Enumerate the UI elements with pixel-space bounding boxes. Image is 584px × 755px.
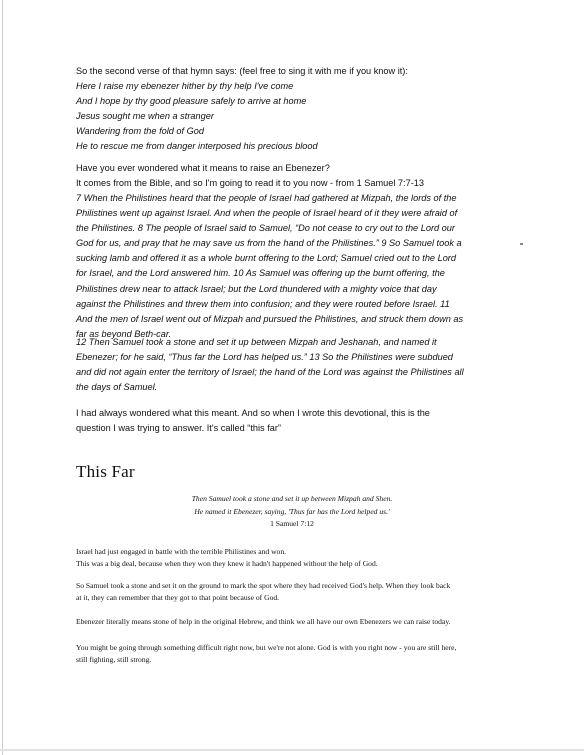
paragraph-line: at it, they can remember that they got to that point because of God. [76,593,280,603]
intro-text: So the second verse of that hymn says: (feel free to sing it with me if you know it): [76,66,408,76]
closing-line: I had always wondered what this meant. And so when I wrote this devotional, this is the [76,408,430,418]
question-paragraph [76,161,424,191]
hymn-line: Jesus sought me when a stranger [76,111,214,122]
closing-paragraph [76,406,430,436]
scripture-line: sucking lamb and offered it as a whole burnt offering to the Lord; Samuel cried out to the Lord [76,253,456,264]
source-line: It comes from the Bible, and so I'm going to read it to you now - from 1 Samuel 7:7-13 [76,178,424,189]
scripture-line: Philistines drew near to attack Israel; but the Lord thundered with a mighty voice that day [76,283,437,294]
scan-edge-left [2,0,3,755]
scripture-line: the days of Samuel. [76,382,158,393]
scripture-line: 7 When the Philistines heard that the people of Israel had gathered at Mizpah, the lords of the [76,193,457,203]
hymn-verse [76,79,318,154]
devotional-paragraph-4 [76,642,456,666]
scripture-line: against the Philistines and threw them into confusion; and they were routed before Israel. 11 [76,298,450,309]
scripture-passage [76,191,463,342]
scripture-line: and did not again enter the territory of Israel; the hand of the Lord was against the Philistines all [76,367,464,378]
paragraph-line: Israel had just engaged in battle with the terrible Philistines and won. [76,547,287,556]
scripture-line: far as beyond Beth-car. [76,328,172,339]
scripture-line: God for us, and pray that he may save us from the hand of the Philistines.” 9 So Samuel took a [76,238,462,249]
scripture-line: the Philistines. 8 The people of Israel said to Samuel, “Do not cease to cry out to the Lord our [76,223,455,234]
closing-line: question I was trying to answer. It's called “this far” [76,423,281,434]
epigraph-line: He named it Ebenezer, saying, 'Thus far has the Lord helped us.' [194,506,390,516]
epigraph [0,493,584,531]
hymn-line: Wandering from the fold of God [76,126,205,137]
scripture-line: And the men of Israel went out of Mizpah and pursued the Philistines, and struck them down as [76,313,464,324]
paragraph-line: You might be going through something difficult right now, but we're not alone. God is with you right now - you are still here, [76,643,457,652]
scan-edge-bottom [0,749,584,751]
hymn-line: He to rescue me from danger interposed his precious blood [76,141,318,152]
question-line: Have you ever wondered what it means to raise an Ebenezer? [76,163,330,173]
paragraph-line: So Samuel took a stone and set it on the ground to mark the spot where they had received God's help. When they look back [76,581,451,590]
devotional-paragraph-3: Ebenezer literally means stone of help in the original Hebrew, and think we all have our own Ebenezers we can raise today. [76,617,451,626]
devotional-title: This Far [76,462,135,481]
scan-speck [520,243,523,245]
scripture-line: Philistines went up against Israel. And when the people of Israel heard of it they were afraid of [76,208,458,219]
hymn-line: Here I raise my ebenezer hither by thy help I've come [76,81,294,91]
epigraph-line: Then Samuel took a stone and set it up between Mizpah and Shen. [191,494,393,503]
scripture-line: 12 Then Samuel took a stone and set it up between Mizpah and Jeshanah, and named it [76,337,437,347]
paragraph-line: still fighting, still strong. [76,655,152,665]
scripture-line: for Israel, and the Lord answered him. 10 As Samuel was offering up the burnt offering, the [76,268,445,279]
devotional-paragraph-2 [76,580,450,604]
paragraph-line: This was a big deal, because when they won they knew it hadn't happened without the help of God. [76,559,378,569]
scripture-passage-continued [76,335,464,395]
epigraph-reference: 1 Samuel 7:12 [270,519,314,529]
hymn-line: And I hope by thy good pleasure safely to arrive at home [76,96,307,107]
scripture-line: Ebenezer; for he said, “Thus far the Lord has helped us.” 13 So the Philistines were subdued [76,352,453,363]
devotional-paragraph-1 [76,546,378,570]
